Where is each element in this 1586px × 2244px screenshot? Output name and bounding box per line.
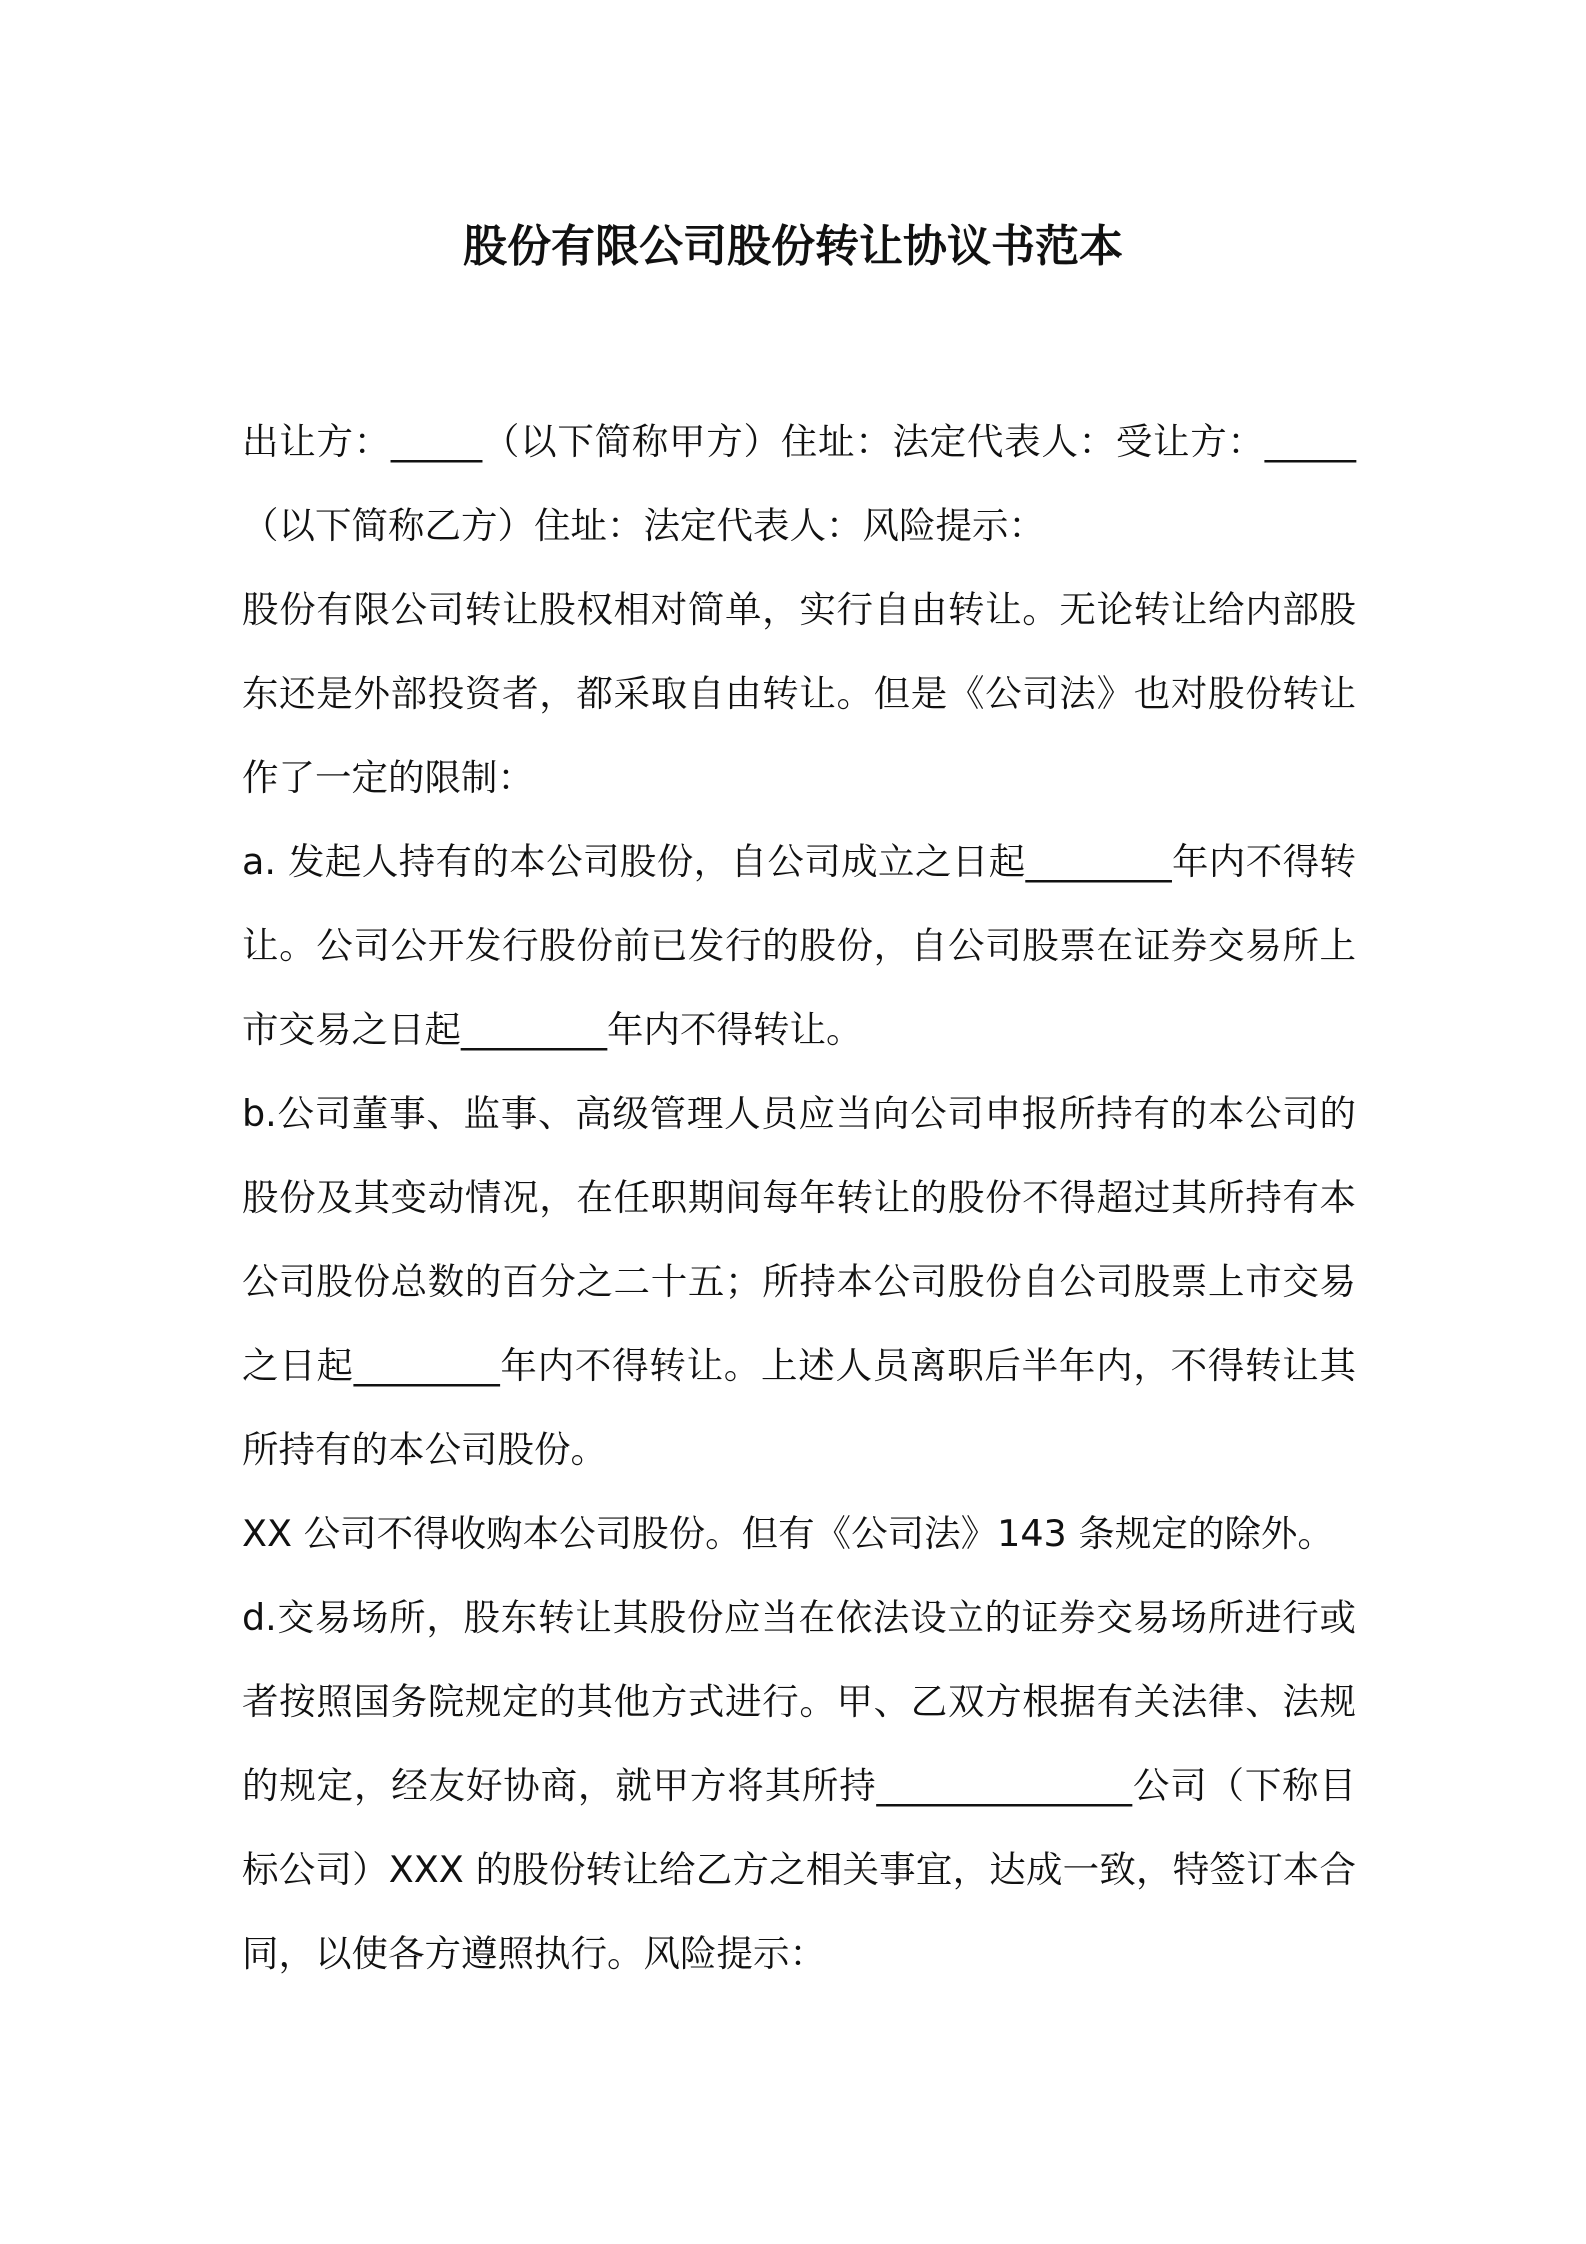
- paragraph-item-d: d.交易场所，股东转让其股份应当在依法设立的证券交易场所进行或者按照国务院规定的其他方式进行。甲、乙双方根据有关法律、法规的规定，经友好协商，就甲方将其所持______________公司（下称目标公司）XXX 的股份转让给乙方之相关事宜，达成一致，特签订本合同，以使各方遵照执行。风险提示：: [242, 1596, 1356, 1975]
- paragraph-item-c: XX 公司不得收购本公司股份。但有《公司法》143 条规定的除外。: [242, 1512, 1334, 1555]
- paragraph-intro: 股份有限公司转让股权相对简单，实行自由转让。无论转让给内部股东还是外部投资者，都采取自由转让。但是《公司法》也对股份转让作了一定的限制：: [242, 588, 1356, 799]
- paragraph-item-b: b.公司董事、监事、高级管理人员应当向公司申报所持有的本公司的股份及其变动情况，在任职期间每年转让的股份不得超过其所持有本公司股份总数的百分之二十五；所持本公司股份自公司股票上市交易之日起________年内不得转让。上述人员离职后半年内，不得转让其所持有的本公司股份。: [242, 1092, 1356, 1471]
- document-body: [242, 400, 1356, 1996]
- document-title: 股份有限公司股份转让协议书范本: [463, 221, 1123, 272]
- paragraph-item-a: a. 发起人持有的本公司股份，自公司成立之日起________年内不得转让。公司公开发行股份前已发行的股份，自公司股票在证券交易所上市交易之日起________年内不得转让。: [242, 840, 1356, 1051]
- paragraph-parties: 出让方：_____（以下简称甲方）住址：法定代表人：受让方：_____（以下简称乙方）住址：法定代表人：风险提示：: [242, 420, 1356, 547]
